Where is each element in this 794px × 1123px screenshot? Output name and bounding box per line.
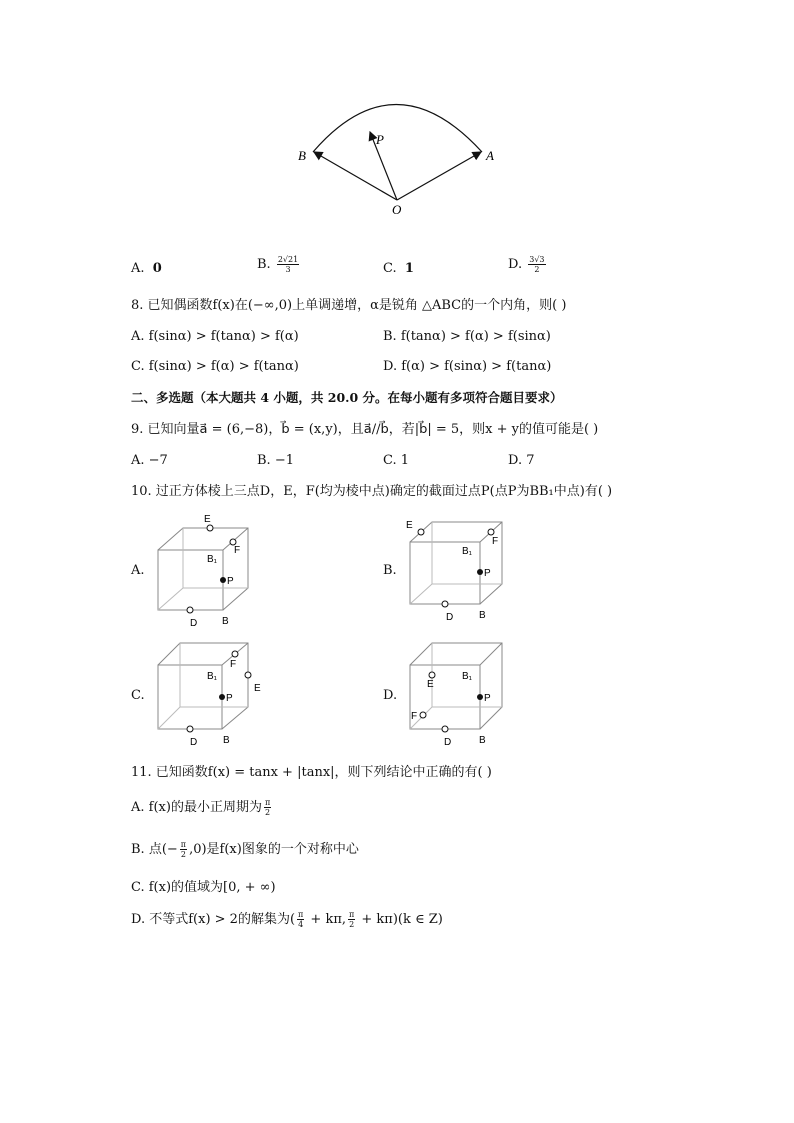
point-d [187,726,193,732]
q11-option-d[interactable]: D. 不等式f(x) > 2的解集为( $\frac{\pi}{4}$ + kπ, $\frac{\pi}{2}$ + kπ)(k ∈ Z) [131,910,443,929]
q11-option-c[interactable]: C. f(x)的值域为[0, + ∞) [131,880,276,895]
fraction: $\frac{\pi}{2}$ [349,910,355,929]
point-p [220,577,226,583]
svg-text:E: E [406,520,413,531]
svg-text:D: D [190,618,198,629]
q8-option-c[interactable]: C. f(sinα) > f(α) > f(tanα) [131,359,299,374]
fraction: $\frac{\pi}{2}$ [180,840,187,859]
cube-b [402,510,512,630]
q8-stem: 8. 已知偶函数f(x)在(−∞,0)上单调递增，α是锐角 △ABC的一个内角，则( ) [131,298,567,313]
svg-text:F: F [234,545,241,556]
q7-option-b[interactable]: B. $\frac{2√21}{3}$ [257,255,299,274]
point-d [442,726,448,732]
point-p [219,694,225,700]
label-a: A [486,148,494,163]
q11-option-a[interactable]: A. f(x)的最小正周期为 $\frac{\pi}{2}$ [131,798,271,817]
svg-text:B: B [222,616,229,627]
q9-option-c[interactable]: C. 1 [383,453,410,468]
svg-text:B₁: B₁ [207,671,218,682]
q9-option-a[interactable]: A. −7 [131,453,168,468]
svg-text:E: E [254,683,261,694]
label-o: O [392,202,402,217]
svg-text:D: D [444,737,452,748]
point-e [245,672,251,678]
q10-option-c-letter[interactable]: C. [131,688,145,703]
cube-d [402,635,512,750]
point-f [232,651,238,657]
q10-option-d-letter[interactable]: D. [383,688,398,703]
svg-text:B: B [223,735,230,746]
section-heading: 二、多选题（本大题共 4 小题，共 20.0 分。在每小题有多项符合题目要求） [131,390,563,405]
svg-text:P: P [227,576,234,587]
vector-oa [397,152,481,200]
svg-text:P: P [484,693,491,704]
q8-option-d[interactable]: D. f(α) > f(sinα) > f(tanα) [383,359,552,374]
arc [313,105,482,153]
vector-ob [314,152,397,200]
fraction: $\frac{\pi}{4}$ [298,910,304,929]
fraction: $\frac{2√21}{3}$ [277,255,299,274]
sector-figure [290,92,510,222]
svg-text:D: D [446,612,454,623]
point-p [477,569,483,575]
q7-option-d[interactable]: D. $\frac{3√3}{2}$ [508,255,545,274]
fraction: $\frac{3√3}{2}$ [529,255,545,274]
point-d [442,601,448,607]
q9-option-d[interactable]: D. 7 [508,453,535,468]
svg-text:E: E [204,514,211,525]
label-b: B [298,148,306,163]
q10-option-a-letter[interactable]: A. [131,563,145,578]
q7-option-a[interactable]: A. 0 [131,261,162,276]
svg-text:F: F [230,659,237,670]
svg-text:B₁: B₁ [462,671,473,682]
q10-option-b-letter[interactable]: B. [383,563,397,578]
q7-option-c[interactable]: C. 1 [383,261,414,276]
q9-stem: 9. 已知向量a⃗ = (6,−8)，b⃗ = (x,y)，且a⃗//b⃗，若|b⃗| = 5，则x + y的值可能是( ) [131,422,599,437]
svg-text:F: F [411,711,418,722]
point-e [207,525,213,531]
svg-text:B₁: B₁ [207,554,218,565]
svg-text:B: B [479,735,486,746]
point-d [187,607,193,613]
cube-c [150,635,270,750]
svg-text:B₁: B₁ [462,546,473,557]
point-p [477,694,483,700]
q11-option-b[interactable]: B. 点(− $\frac{\pi}{2}$ ,0)是f(x)图象的一个对称中心 [131,840,359,859]
fraction: $\frac{\pi}{2}$ [264,798,271,817]
label-p: P [376,132,384,147]
point-f [420,712,426,718]
point-f [488,529,494,535]
q8-option-b[interactable]: B. f(tanα) > f(α) > f(sinα) [383,329,551,344]
svg-text:P: P [484,568,491,579]
q8-option-a[interactable]: A. f(sinα) > f(tanα) > f(α) [131,329,299,344]
svg-text:P: P [226,693,233,704]
svg-text:E: E [427,679,434,690]
svg-text:D: D [190,737,198,748]
svg-text:F: F [492,536,499,547]
q9-option-b[interactable]: B. −1 [257,453,294,468]
cube-a [150,510,260,630]
point-e [418,529,424,535]
q10-stem: 10. 过正方体棱上三点D，E，F(均为棱中点)确定的截面过点P(点P为BB₁中点)有( ) [131,484,613,499]
svg-text:B: B [479,610,486,621]
point-e [429,672,435,678]
q11-stem: 11. 已知函数f(x) = tanx + |tanx|，则下列结论中正确的有( ) [131,765,492,780]
